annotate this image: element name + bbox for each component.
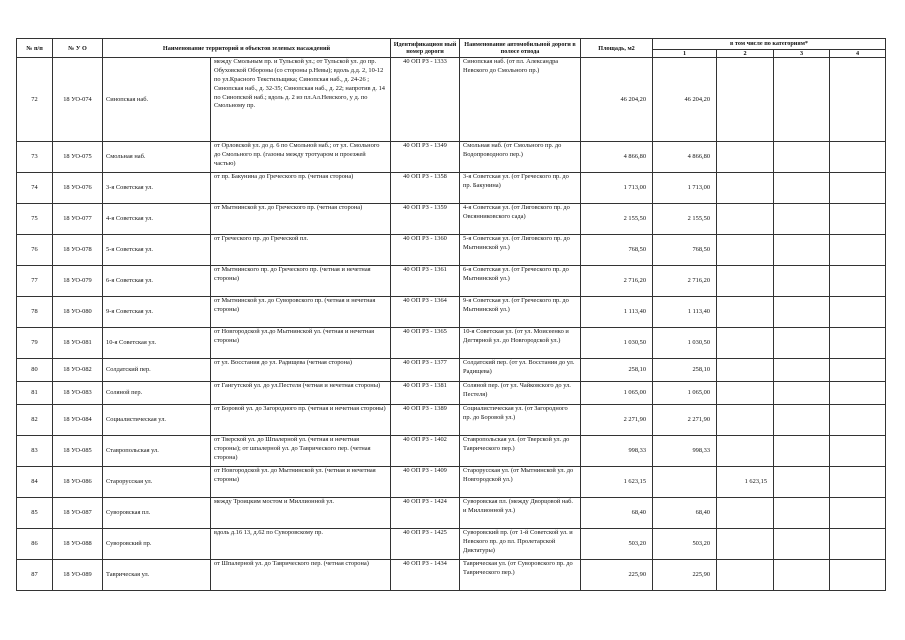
table-row: [17, 498, 886, 529]
cell-uo: 18 УО-074: [53, 58, 103, 142]
cell-road: Солдатский пер. (от ул. Восстания до ул. Радищева): [460, 359, 581, 382]
cell-desc: от Новгородской ул. до Мытнинской ул. (четная и нечетная стороны): [211, 467, 391, 498]
cell-desc: от Новгородской ул.до Мытнинской ул. (четная и нечетная стороны): [211, 328, 391, 359]
cell-num: 79: [17, 328, 53, 359]
cell-ident: 40 ОП РЗ - 1377: [391, 359, 460, 382]
cell-num: 75: [17, 204, 53, 235]
cell-road: 5-я Советская ул. (от Лиговского пр. до Мытнинской ул.): [460, 235, 581, 266]
cell-road: 6-я Советская ул. (от Греческого пр. до Мытнинской ул.): [460, 266, 581, 297]
cell-area: 998,33: [581, 436, 653, 467]
cell-category-2: [717, 560, 774, 591]
cell-area: 1 713,00: [581, 173, 653, 204]
cell-uo: 18 УО-087: [53, 498, 103, 529]
cell-ident: 40 ОП РЗ - 1349: [391, 142, 460, 173]
cell-category-1: 1 030,50: [653, 328, 717, 359]
cell-category-4: [830, 328, 886, 359]
cell-name: Солдатский пер.: [103, 359, 211, 382]
cell-category-4: [830, 560, 886, 591]
cell-ident: 40 ОП РЗ - 1389: [391, 405, 460, 436]
cell-desc: от Греческого пр. до Греческой пл.: [211, 235, 391, 266]
cell-category-1: 4 866,80: [653, 142, 717, 173]
table-row: [17, 560, 886, 591]
cell-category-3: [774, 498, 830, 529]
cell-category-2: [717, 359, 774, 382]
cell-category-3: [774, 204, 830, 235]
header-area: Площадь, м2: [581, 39, 653, 58]
table-row: [17, 529, 886, 560]
cell-category-2: [717, 173, 774, 204]
cell-uo: 18 УО-083: [53, 382, 103, 405]
cell-category-4: [830, 58, 886, 142]
cell-uo: 18 УО-088: [53, 529, 103, 560]
cell-name: Таврическая ул.: [103, 560, 211, 591]
cell-name: 5-я Советская ул.: [103, 235, 211, 266]
cell-desc: от Шпалерной ул. до Таврического пер. (четная сторона): [211, 560, 391, 591]
cell-road: Ставропольская ул. (от Тверской ул. до Таврического пер.): [460, 436, 581, 467]
cell-ident: 40 ОП РЗ - 1425: [391, 529, 460, 560]
header-road: Наименование автомобильной дороги в полосе отвода: [460, 39, 581, 58]
table-row: [17, 235, 886, 266]
header-categories-title: в том числе по категориям*: [653, 39, 886, 50]
cell-category-3: [774, 58, 830, 142]
cell-category-2: [717, 328, 774, 359]
cell-category-4: [830, 405, 886, 436]
cell-num: 86: [17, 529, 53, 560]
cell-category-4: [830, 498, 886, 529]
table-row: [17, 405, 886, 436]
header-category-2: 2: [717, 50, 774, 58]
cell-category-2: [717, 529, 774, 560]
cell-category-4: [830, 142, 886, 173]
cell-category-2: 1 623,15: [717, 467, 774, 498]
table-header-row: [17, 39, 886, 50]
cell-name: 6-я Советская ул.: [103, 266, 211, 297]
cell-category-3: [774, 382, 830, 405]
green-areas-table: [16, 38, 886, 591]
cell-category-3: [774, 235, 830, 266]
cell-category-1: 68,40: [653, 498, 717, 529]
cell-category-1: 998,33: [653, 436, 717, 467]
cell-name: Синопская наб.: [103, 58, 211, 142]
header-category-4: 4: [830, 50, 886, 58]
cell-category-2: [717, 266, 774, 297]
table-row: [17, 297, 886, 328]
cell-num: 81: [17, 382, 53, 405]
cell-area: 1 113,40: [581, 297, 653, 328]
cell-desc: от ул. Восстания до ул. Радищева (четная сторона): [211, 359, 391, 382]
cell-name: Старорусская ул.: [103, 467, 211, 498]
cell-uo: 18 УО-080: [53, 297, 103, 328]
cell-category-1: 768,50: [653, 235, 717, 266]
cell-category-1: 2 716,20: [653, 266, 717, 297]
cell-road: Социалистическая ул. (от Загородного пр. до Боровой ул.): [460, 405, 581, 436]
cell-road: Старорусская ул. (от Мытнинской ул. до Новгородской ул.): [460, 467, 581, 498]
document-sheet: [16, 38, 886, 591]
cell-category-2: [717, 498, 774, 529]
cell-name: 4-я Советская ул.: [103, 204, 211, 235]
cell-desc: от Гангутской ул. до ул.Пестеля (четная и нечетная стороны): [211, 382, 391, 405]
table-row: [17, 382, 886, 405]
cell-category-3: [774, 266, 830, 297]
cell-area: 1 030,50: [581, 328, 653, 359]
cell-area: 4 866,80: [581, 142, 653, 173]
cell-category-2: [717, 382, 774, 405]
cell-ident: 40 ОП РЗ - 1381: [391, 382, 460, 405]
cell-road: Суворовский пр. (от 1-й Советской ул. и Невского пр. до пл. Пролетарской Диктатуры): [460, 529, 581, 560]
cell-uo: 18 УО-089: [53, 560, 103, 591]
cell-category-3: [774, 436, 830, 467]
cell-category-3: [774, 529, 830, 560]
cell-name: Суворовская пл.: [103, 498, 211, 529]
cell-category-1: 503,20: [653, 529, 717, 560]
cell-uo: 18 УО-081: [53, 328, 103, 359]
cell-uo: 18 УО-078: [53, 235, 103, 266]
cell-name: Смольная наб.: [103, 142, 211, 173]
cell-category-3: [774, 173, 830, 204]
cell-desc: между Смольным пр. и Тульской ул.; от Тульской ул. до пр. Обуховской Обороны (со стороны р.Невы); вдоль д.д. 2, 10-12 по ул.Красного Текстильщика; Синопская наб., д. 24-26 ; Синопская наб., д. 32-35; Синопская наб., д. 22; напротив д. 14 по Синопской наб.; вдоль д. 2 из пл.Ал.Невского, у д. по Смольному пр.: [211, 58, 391, 142]
cell-area: 1 065,00: [581, 382, 653, 405]
cell-category-4: [830, 436, 886, 467]
header-name: Наименование территорий и объектов зеленых насаждений: [103, 39, 391, 58]
cell-num: 83: [17, 436, 53, 467]
cell-area: 46 204,20: [581, 58, 653, 142]
cell-desc: от Мытнинской ул. до Суворовского пр. (четная и нечетная стороны): [211, 297, 391, 328]
cell-category-4: [830, 529, 886, 560]
cell-name: 3-я Советская ул.: [103, 173, 211, 204]
cell-area: 258,10: [581, 359, 653, 382]
table-row: [17, 359, 886, 382]
cell-area: 2 716,20: [581, 266, 653, 297]
cell-road: Суворовская пл. (между Дворцовой наб. и Миллионной ул.): [460, 498, 581, 529]
cell-category-4: [830, 382, 886, 405]
cell-category-3: [774, 142, 830, 173]
cell-category-3: [774, 359, 830, 382]
cell-category-1: 1 113,40: [653, 297, 717, 328]
table-row: [17, 173, 886, 204]
cell-road: 9-я Советская ул. (от Греческого пр. до Мытнинской ул.): [460, 297, 581, 328]
cell-ident: 40 ОП РЗ - 1402: [391, 436, 460, 467]
cell-category-1: 46 204,20: [653, 58, 717, 142]
cell-category-3: [774, 405, 830, 436]
cell-desc: от Орловской ул. до д. 6 по Смольной наб.; от ул. Смольного до Смольного пр. (газоны между тротуаром и проезжей частью): [211, 142, 391, 173]
cell-uo: 18 УО-077: [53, 204, 103, 235]
cell-category-4: [830, 173, 886, 204]
cell-ident: 40 ОП РЗ - 1364: [391, 297, 460, 328]
cell-num: 74: [17, 173, 53, 204]
cell-category-4: [830, 467, 886, 498]
cell-category-3: [774, 297, 830, 328]
cell-desc: от пр. Бакунина до Греческого пр. (четная сторона): [211, 173, 391, 204]
cell-num: 77: [17, 266, 53, 297]
cell-desc: от Мытнинского пр. до Греческого пр. (четная и нечетная стороны): [211, 266, 391, 297]
cell-num: 78: [17, 297, 53, 328]
cell-category-1: 2 155,50: [653, 204, 717, 235]
cell-ident: 40 ОП РЗ - 1424: [391, 498, 460, 529]
cell-area: 768,50: [581, 235, 653, 266]
cell-uo: 18 УО-075: [53, 142, 103, 173]
cell-ident: 40 ОП РЗ - 1358: [391, 173, 460, 204]
cell-ident: 40 ОП РЗ - 1361: [391, 266, 460, 297]
cell-category-4: [830, 359, 886, 382]
cell-category-2: [717, 436, 774, 467]
cell-num: 73: [17, 142, 53, 173]
cell-name: Суворовский пр.: [103, 529, 211, 560]
table-row: [17, 436, 886, 467]
table-row: [17, 467, 886, 498]
cell-ident: 40 ОП РЗ - 1360: [391, 235, 460, 266]
cell-area: 68,40: [581, 498, 653, 529]
cell-ident: 40 ОП РЗ - 1434: [391, 560, 460, 591]
cell-road: 10-я Советская ул. (от ул. Моисеенко и Дегтярной ул. до Новгородской ул.): [460, 328, 581, 359]
cell-name: Социалистическая ул.: [103, 405, 211, 436]
cell-desc: от Мытнинской ул. до Греческого пр. (четная сторона): [211, 204, 391, 235]
cell-road: Таврическая ул. (от Суворовского пр. до Таврического пер.): [460, 560, 581, 591]
cell-uo: 18 УО-076: [53, 173, 103, 204]
cell-area: 225,90: [581, 560, 653, 591]
cell-category-2: [717, 235, 774, 266]
table-row: [17, 142, 886, 173]
cell-category-2: [717, 204, 774, 235]
cell-name: Ставропольская ул.: [103, 436, 211, 467]
cell-category-1: 1 065,00: [653, 382, 717, 405]
cell-category-1: 225,90: [653, 560, 717, 591]
cell-road: 3-я Советская ул. (от Греческого пр. до пр. Бакунина): [460, 173, 581, 204]
cell-uo: 18 УО-086: [53, 467, 103, 498]
cell-name: 9-я Советская ул.: [103, 297, 211, 328]
cell-road: 4-я Советская ул. (от Лиговского пр. до Овсянниковского сада): [460, 204, 581, 235]
header-ident: Идентификацион ный номер дороги: [391, 39, 460, 58]
header-category-3: 3: [774, 50, 830, 58]
cell-category-2: [717, 142, 774, 173]
cell-ident: 40 ОП РЗ - 1365: [391, 328, 460, 359]
cell-desc: вдоль д.16 13, д.62 по Суворовскому пр.: [211, 529, 391, 560]
table-body: [17, 58, 886, 591]
cell-area: 2 155,50: [581, 204, 653, 235]
cell-desc: между Троицким мостом и Миллионной ул.: [211, 498, 391, 529]
cell-uo: 18 УО-084: [53, 405, 103, 436]
cell-category-3: [774, 560, 830, 591]
cell-ident: 40 ОП РЗ - 1333: [391, 58, 460, 142]
cell-name: 10-я Советская ул.: [103, 328, 211, 359]
cell-road: Смольная наб. (от Смольного пр. до Водопроводного пер.): [460, 142, 581, 173]
cell-uo: 18 УО-082: [53, 359, 103, 382]
cell-num: 87: [17, 560, 53, 591]
header-uo: № У О: [53, 39, 103, 58]
cell-road: Соляной пер. (от ул. Чайковского до ул. Пестеля): [460, 382, 581, 405]
cell-category-3: [774, 467, 830, 498]
cell-area: 503,20: [581, 529, 653, 560]
table-row: [17, 328, 886, 359]
cell-num: 72: [17, 58, 53, 142]
cell-category-4: [830, 204, 886, 235]
cell-uo: 18 УО-085: [53, 436, 103, 467]
cell-category-4: [830, 235, 886, 266]
cell-category-1: [653, 467, 717, 498]
cell-road: Синопская наб. (от пл. Александра Невского до Смольного пр.): [460, 58, 581, 142]
header-category-1: 1: [653, 50, 717, 58]
cell-num: 80: [17, 359, 53, 382]
cell-num: 85: [17, 498, 53, 529]
table-row: [17, 204, 886, 235]
cell-category-1: 2 271,90: [653, 405, 717, 436]
cell-area: 2 271,90: [581, 405, 653, 436]
table-row: [17, 266, 886, 297]
cell-area: 1 623,15: [581, 467, 653, 498]
cell-category-2: [717, 58, 774, 142]
cell-category-4: [830, 266, 886, 297]
cell-uo: 18 УО-079: [53, 266, 103, 297]
cell-num: 82: [17, 405, 53, 436]
cell-category-3: [774, 328, 830, 359]
cell-desc: от Тверской ул. до Шпалерной ул. (четная и нечетная стороны); от шпалерной ул. до Таврического пер. (четная сторона): [211, 436, 391, 467]
cell-category-2: [717, 297, 774, 328]
cell-num: 84: [17, 467, 53, 498]
cell-category-1: 258,10: [653, 359, 717, 382]
cell-ident: 40 ОП РЗ - 1359: [391, 204, 460, 235]
cell-category-1: 1 713,00: [653, 173, 717, 204]
cell-num: 76: [17, 235, 53, 266]
cell-name: Соляной пер.: [103, 382, 211, 405]
cell-ident: 40 ОП РЗ - 1409: [391, 467, 460, 498]
cell-category-4: [830, 297, 886, 328]
header-num: № п/п: [17, 39, 53, 58]
table-row: [17, 58, 886, 142]
cell-category-2: [717, 405, 774, 436]
cell-desc: от Боровой ул. до Загородного пр. (четная и нечетная стороны): [211, 405, 391, 436]
